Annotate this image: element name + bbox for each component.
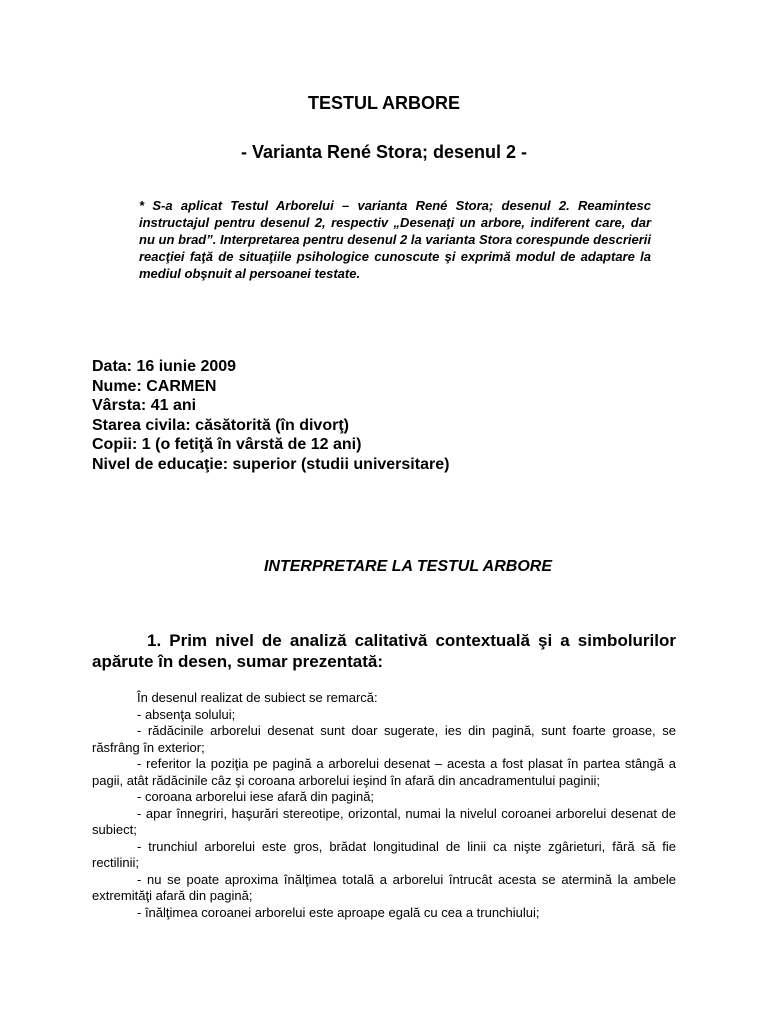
- info-name: Nume: CARMEN: [92, 377, 217, 395]
- paragraph: - trunchiul arborelui este gros, brădat longitudinal de linii ca nişte zgârieturi, fără să fie rectilinii;: [92, 838, 676, 870]
- paragraph: - absenţa solului;: [137, 706, 236, 722]
- paragraph: - coroana arborelui iese afară din pagină;: [137, 789, 375, 804]
- paragraph: - înălţimea coroanei arborelui este aproape egală cu cea a trunchiului;: [137, 904, 540, 920]
- info-age: Vârsta: 41 ani: [92, 397, 197, 414]
- section-heading: 1. Prim nivel de analiză calitativă contextuală şi a simbolurilor apărute în desen, sumar prezentată:: [92, 631, 676, 671]
- info-education: Nivel de educaţie: superior (studii universitare): [92, 455, 450, 473]
- document-subtitle: - Varianta René Stora; desenul 2 -: [240, 142, 528, 162]
- document-title: TESTUL ARBORE: [307, 93, 460, 113]
- paragraph: - referitor la poziţia pe pagină a arborelui desenat – acesta a fost plasat în partea stângă a pagii, atât rădăcinile câz şi coroana arborelui ieşind în afară din ancadramentului paginii;: [92, 756, 676, 788]
- body-text: [92, 690, 676, 921]
- paragraph: - nu se poate aproxima înălţimea totală a arborelui întrucât acesta se atermină la ambele extremităţi afară din pagină;: [92, 871, 676, 903]
- info-children: Copii: 1 (o fetiţă în vârstă de 12 ani): [92, 436, 362, 453]
- info-date: Data: 16 iunie 2009: [92, 358, 237, 375]
- paragraph: În desenul realizat de subiect se remarcă:: [137, 690, 378, 705]
- paragraph: - apar înnegriri, haşurări stereotipe, orizontal, numai la nivelul coroanei arborelui desenat de subiect;: [92, 805, 676, 837]
- subject-info: [92, 357, 692, 474]
- intro-note: * S-a aplicat Testul Arborelui – varianta René Stora; desenul 2. Reamintesc instructajul pentru desenul 2, respectiv „Desenaţi un arbore, indiferent care, dar nu un brad”. Interpretarea pentru desenul 2 la varianta Stora corespunde descrierii reacţiei faţă de situaţiile psihologice cunoscute şi exprimă modul de adaptare la mediul obşnuit al persoanei testate.: [139, 198, 651, 281]
- info-civil-status: Starea civila: căsătorită (în divorţ): [92, 416, 349, 434]
- paragraph: - rădăcinile arborelui desenat sunt doar sugerate, ies din pagină, sunt foarte groase, se răsfrâng în exterior;: [92, 723, 676, 755]
- section-title: INTERPRETARE LA TESTUL ARBORE: [263, 558, 552, 575]
